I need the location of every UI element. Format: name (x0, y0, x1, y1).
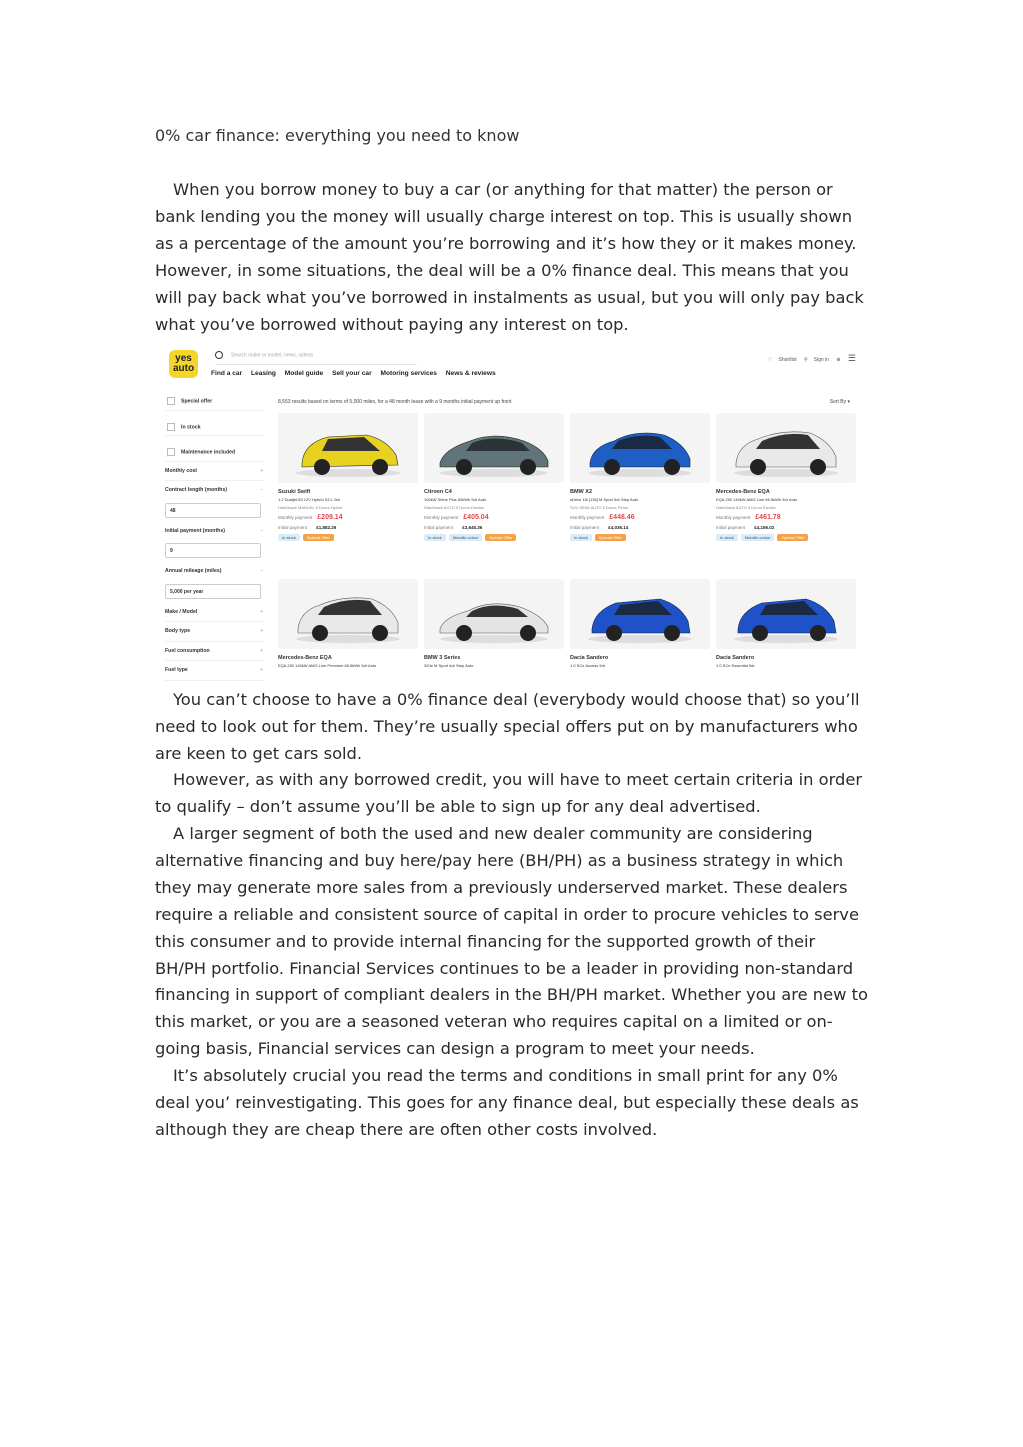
car-illustration (434, 585, 554, 645)
filter-maintenance[interactable]: Maintenance included (165, 442, 265, 462)
results-summary: 8,553 results based on terms of 5,000 miles, for a 48 month lease with a 9 months initial payment up front (278, 399, 512, 405)
car-card[interactable] (570, 579, 710, 668)
minus-icon: − (259, 527, 263, 534)
car-image (424, 579, 564, 649)
car-trim: EQA 250 140kW AMG Line Premium 66.5kWh 5dr Auto (278, 663, 377, 668)
car-trim: 320e M Sport 4dr Step Auto (424, 663, 474, 668)
car-trim: 1.2 Dualjet 83 12V Hybrid SZ-L 5dr (278, 497, 341, 502)
menu-icon[interactable]: ☰ (847, 353, 856, 363)
initial-payment: Initial payment £4,036.14 (570, 525, 629, 530)
nav-motoring-services[interactable]: Motoring services (380, 370, 437, 377)
contract-length-select[interactable]: 48 (165, 503, 261, 518)
main-nav (211, 370, 503, 377)
car-spec: Hatchback MANUAL 5 Doors Hybrid (278, 505, 343, 510)
car-trim: 1.0 SCe Essential 5dr (716, 663, 755, 668)
shortlist-link[interactable]: Shortlist (778, 357, 797, 363)
special-offer-badge: Special Offer (777, 534, 808, 541)
monthly-payment: Monthly payment £448.46 (570, 514, 635, 521)
metallic-colour-badge: Metallic colour (449, 534, 483, 541)
search-input[interactable]: Search make or model, news, videos (215, 351, 417, 365)
user-icon[interactable]: ⚲ (803, 357, 808, 363)
special-offer-badge: Special Offer (303, 534, 334, 541)
filter-fuel-consumption[interactable]: Fuel consumption + (165, 642, 265, 662)
flag-icon[interactable]: ⊕ (836, 357, 841, 363)
car-name: Dacia Sandero (570, 655, 609, 661)
monthly-payment: Monthly payment £405.04 (424, 514, 489, 521)
filter-make-model[interactable]: Make / Model + (165, 603, 265, 623)
initial-payment: Initial payment £3,645.36 (424, 525, 483, 530)
checkbox[interactable] (167, 448, 175, 456)
filter-fuel-type[interactable]: Fuel type + (165, 661, 265, 681)
search-icon (215, 351, 223, 359)
initial-payment-select[interactable]: 9 (165, 543, 261, 558)
minus-icon: − (259, 487, 263, 493)
paragraph-bhph: A larger segment of both the used and new dealer community are considering alternative financing and buy here/pay here (BH/PH) as a business strategy in which they may generate more sales from a previously underserved market. These dealers require a reliable and consistent source of capital in order to procure vehicles to serve this consumer and to provide internal financing for the supported growth of their BH/PH portfolio. Financial Services continues to be a leader in providing non-standard financing in support of compliant dealers in the BH/PH market. Whether you are new to this market, or you are a seasoned veteran who requires capital on a limited or on-going basis, Financial services can design a program to meet your needs. (155, 824, 868, 1059)
car-image (278, 413, 418, 483)
doc-title: 0% car finance: everything you need to know (155, 126, 520, 145)
paragraph-special-offers: You can’t choose to have a 0% finance deal (everybody would choose that) so you’ll need to look out for them. They’re usually special offers put on by manufacturers who are keen to get cars sold. (155, 690, 860, 763)
sort-dropdown[interactable]: Sort By ▾ (829, 399, 850, 405)
car-name: Citroen C4 (424, 489, 452, 495)
monthly-payment: Monthly payment £209.14 (278, 514, 343, 521)
plus-icon: + (259, 467, 263, 474)
in-stock-badge: In stock (278, 534, 300, 541)
paragraph-criteria: However, as with any borrowed credit, you will have to meet certain criteria in order to qualify – don’t assume you’ll be able to sign up for any deal advertised. (155, 770, 863, 816)
car-name: BMW X2 (570, 489, 592, 495)
car-illustration (726, 419, 846, 479)
car-illustration (434, 419, 554, 479)
top-right-actions (762, 353, 856, 364)
plus-icon: + (259, 667, 263, 673)
in-stock-badge: In stock (570, 534, 592, 541)
car-trim: 1.0 SCe Access 5dr (570, 663, 606, 668)
car-spec: SUV SEMI-AUTO 5 Doors Petrol (570, 505, 629, 510)
checkbox[interactable] (167, 423, 175, 431)
car-image (716, 579, 856, 649)
filter-contract-length[interactable]: Contract length (months) − (165, 487, 263, 493)
checkbox[interactable] (167, 397, 175, 405)
sign-in-link[interactable]: Sign in (813, 357, 829, 363)
car-illustration (726, 585, 846, 645)
car-listing-screenshot (165, 343, 862, 681)
in-stock-badge: In stock (716, 534, 738, 541)
car-name: Suzuki Swift (278, 489, 311, 495)
car-illustration (580, 419, 700, 479)
nav-news-reviews[interactable]: News & reviews (445, 370, 496, 377)
car-name: BMW 3 Series (424, 655, 461, 661)
car-image (716, 413, 856, 483)
initial-payment: Initial payment £1,882.26 (278, 525, 337, 530)
car-trim: EQA 250 140kW AMG Line 66.5kWh 5dr Auto (716, 497, 798, 502)
plus-icon: + (259, 628, 263, 634)
special-offer-badge: Special Offer (485, 534, 516, 541)
car-spec: Hatchback AUTO 5 Doors Electric (424, 505, 485, 510)
car-trim: sDrive 18i [136] M Sport 5dr Step Auto (570, 497, 639, 502)
filter-in-stock[interactable]: In stock (165, 417, 265, 437)
annual-mileage-select[interactable]: 5,000 per year (165, 584, 261, 599)
nav-leasing[interactable]: Leasing (251, 370, 276, 377)
car-card[interactable] (278, 413, 418, 541)
filter-sidebar (165, 391, 265, 681)
car-illustration (288, 585, 408, 645)
car-name: Dacia Sandero (716, 655, 755, 661)
minus-icon: − (259, 568, 263, 574)
car-image (278, 579, 418, 649)
car-card[interactable] (716, 579, 856, 668)
car-illustration (580, 585, 700, 645)
car-trim: 100kW Shine Plus 50kWh 5dr Auto (424, 497, 487, 502)
car-card[interactable] (570, 413, 710, 541)
car-image (570, 579, 710, 649)
paragraph-intro: When you borrow money to buy a car (or anything for that matter) the person or bank lending you the money will usually charge interest on top. This is usually shown as a percentage of the amount you’re borrowing and it’s how they or it makes money. However, in some situations, the deal will be a 0% finance deal. This means that you will pay back what you’ve borrowed in instalments as usual, but you will only pay back what you’ve borrowed without paying any interest on top. (155, 180, 864, 334)
special-offer-badge: Special Offer (595, 534, 626, 541)
car-image (424, 413, 564, 483)
car-name: Mercedes-Benz EQA (716, 489, 770, 495)
metallic-colour-badge: Metallic colour (741, 534, 775, 541)
filter-annual-mileage[interactable]: Annual mileage (miles) − (165, 568, 263, 574)
monthly-payment: Monthly payment £461.78 (716, 514, 781, 521)
car-card[interactable] (424, 413, 564, 541)
car-card[interactable] (278, 579, 418, 668)
in-stock-badge: In stock (424, 534, 446, 541)
filter-body-type[interactable]: Body type + (165, 622, 265, 642)
car-illustration (288, 419, 408, 479)
plus-icon: + (259, 647, 263, 654)
filter-special-offer[interactable]: Special offer (165, 391, 265, 411)
car-card[interactable] (716, 413, 856, 541)
nav-sell-your-car[interactable]: Sell your car (332, 370, 372, 377)
nav-find-a-car[interactable]: Find a car (211, 370, 243, 377)
yes-auto-logo: yes auto (169, 350, 198, 378)
nav-model-guide[interactable]: Model guide (284, 370, 324, 377)
car-card[interactable] (424, 579, 564, 668)
car-name: Mercedes-Benz EQA (278, 655, 332, 661)
initial-payment: Initial payment £4,156.02 (716, 525, 775, 530)
car-image (570, 413, 710, 483)
heart-icon[interactable]: ♡ (768, 357, 773, 363)
plus-icon: + (259, 608, 263, 615)
paragraph-terms: It’s absolutely crucial you read the terms and conditions in small print for any 0% deal you’ reinvestigating. This goes for any finance deal, but especially these deals as although they are cheap there are often other costs involved. (155, 1066, 859, 1139)
car-spec: Hatchback AUTO 5 Doors Electric (716, 505, 777, 510)
filter-initial-payment[interactable]: Initial payment (months) − (165, 527, 263, 534)
filter-monthly-cost[interactable]: Monthly cost + (165, 462, 265, 482)
